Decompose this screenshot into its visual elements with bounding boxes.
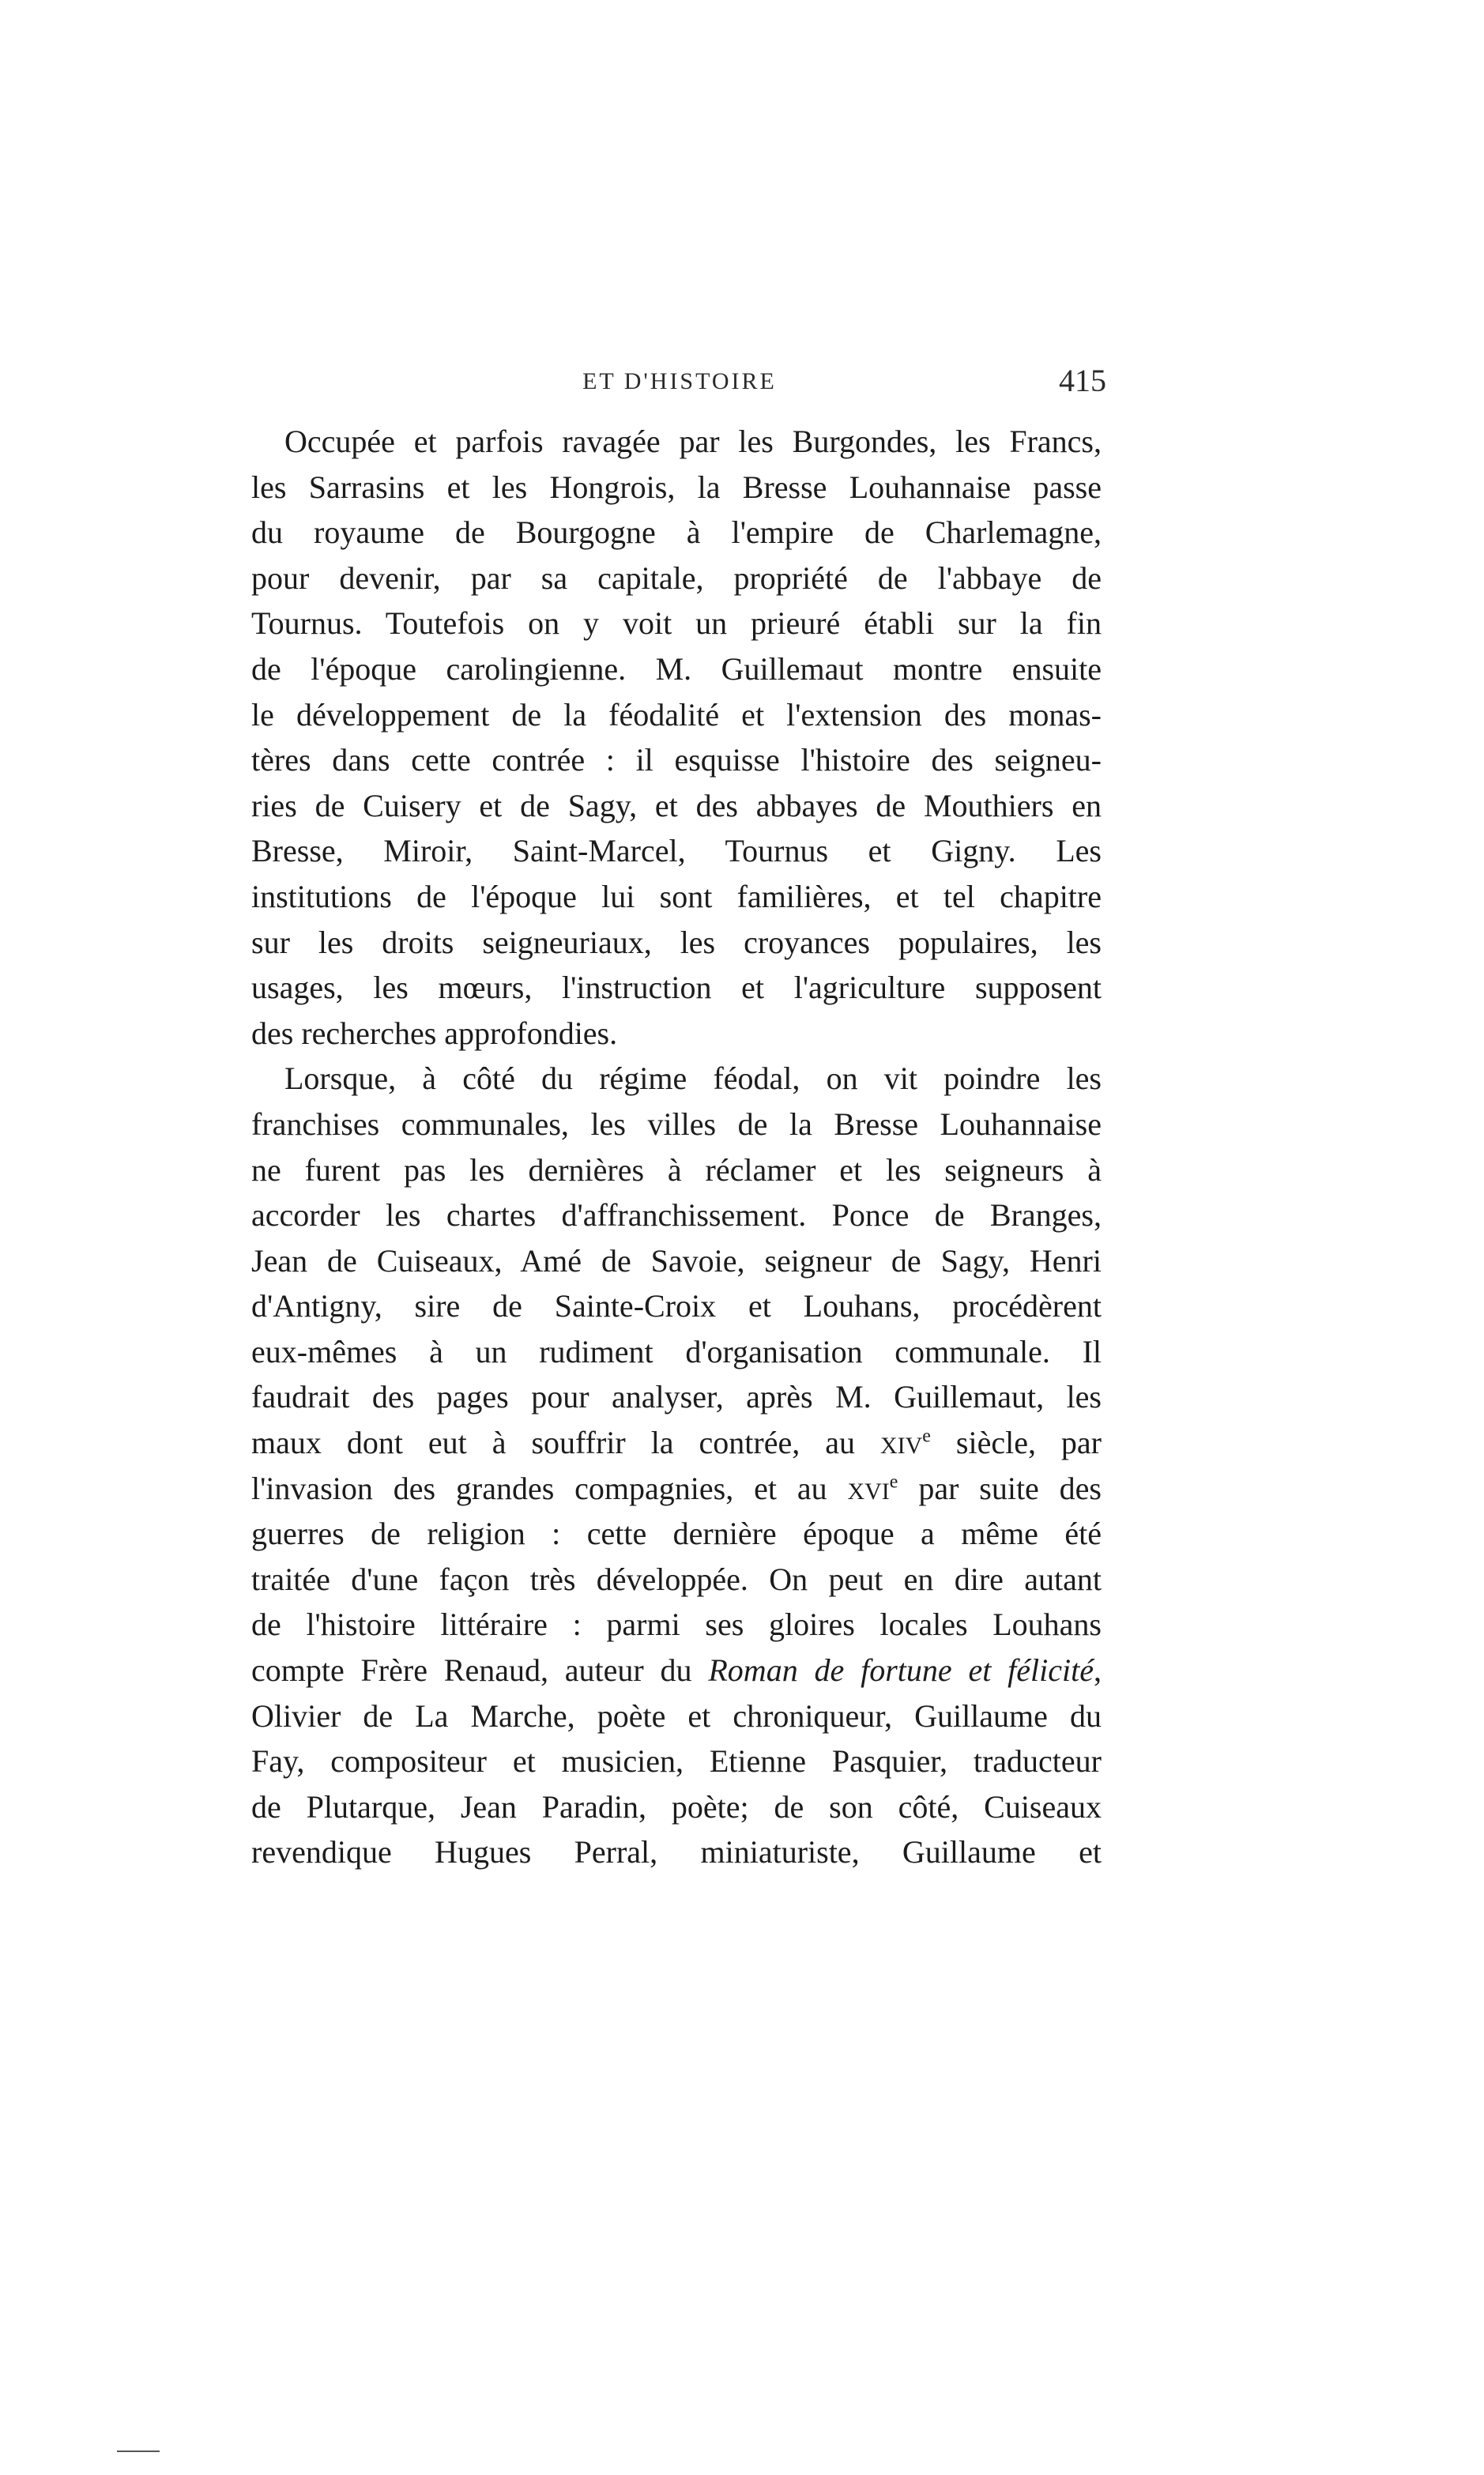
century-numeral: XVI bbox=[847, 1478, 890, 1505]
running-head bbox=[253, 362, 1106, 409]
text-line: tères dans cette contrée : il esquisse l'histoire des seigneu- bbox=[251, 742, 1102, 778]
text-segment: par suite des bbox=[898, 1470, 1102, 1506]
text-line: revendique Hugues Perral, miniaturiste, Guillaume et bbox=[251, 1834, 1102, 1870]
text-line: du royaume de Bourgogne à l'empire de Charlemagne, bbox=[251, 514, 1102, 551]
book-title: Roman de fortune et félicité bbox=[708, 1652, 1094, 1689]
ordinal-superscript: e bbox=[889, 1471, 898, 1493]
text-line: le développement de la féodalité et l'extension des monas- bbox=[251, 696, 1102, 733]
text-line: guerres de religion : cette dernière époque a même été bbox=[251, 1516, 1102, 1552]
text-line: d'Antigny, sire de Sainte-Croix et Louhans, procédèrent bbox=[251, 1288, 1102, 1324]
text-segment: , bbox=[1093, 1652, 1102, 1689]
text-line bbox=[251, 1466, 1102, 1512]
ordinal-superscript: e bbox=[922, 1426, 931, 1447]
text-line: pour devenir, par sa capitale, propriété de l'abbaye de bbox=[251, 559, 1102, 596]
text-line: les Sarrasins et les Hongrois, la Bresse Louhannaise passe bbox=[251, 469, 1102, 505]
text-line bbox=[251, 1420, 1102, 1466]
text-line: de l'histoire littéraire : parmi ses gloires locales Louhans bbox=[251, 1607, 1102, 1643]
page-number: 415 bbox=[1059, 363, 1106, 398]
text-line: ries de Cuisery et de Sagy, et des abbayes de Mouthiers en bbox=[251, 787, 1102, 823]
text-line: ne furent pas les dernières à réclamer et les seigneurs à bbox=[251, 1151, 1102, 1188]
text-line: Occupée et parfois ravagée par les Burgondes, les Francs, bbox=[284, 424, 1102, 459]
text-segment: siècle, par bbox=[930, 1425, 1102, 1461]
text-line: Fay, compositeur et musicien, Etienne Pasquier, traducteur bbox=[251, 1743, 1102, 1780]
text-line: franchises communales, les villes de la Bresse Louhannaise bbox=[251, 1106, 1102, 1142]
text-line: accorder les chartes d'affranchissement. Ponce de Branges, bbox=[251, 1197, 1102, 1234]
text-line: institutions de l'époque lui sont familières, et tel chapitre bbox=[251, 878, 1102, 914]
text-line: des recherches approfondies. bbox=[251, 1015, 618, 1051]
corner-rule bbox=[117, 2451, 160, 2452]
text-segment: compte Frère Renaud, auteur du bbox=[251, 1652, 709, 1689]
text-line: de Plutarque, Jean Paradin, poète; de son côté, Cuiseaux bbox=[251, 1788, 1102, 1825]
text-line: Bresse, Miroir, Saint-Marcel, Tournus et Gigny. Les bbox=[251, 833, 1102, 869]
text-line: eux-mêmes à un rudiment d'organisation communale. Il bbox=[251, 1333, 1102, 1369]
text-segment: l'invasion des grandes compagnies, et au bbox=[251, 1470, 848, 1506]
text-line: usages, les mœurs, l'instruction et l'agriculture supposent bbox=[251, 970, 1102, 1006]
body-text bbox=[251, 419, 1102, 1875]
text-line: Tournus. Toutefois on y voit un prieuré établi sur la fin bbox=[251, 605, 1102, 642]
text-line: faudrait des pages pour analyser, après M. Guillemaut, les bbox=[251, 1379, 1102, 1415]
text-line: Lorsque, à côté du régime féodal, on vit poindre les bbox=[284, 1060, 1102, 1097]
text-line: traitée d'une façon très développée. On peut en dire autant bbox=[251, 1561, 1102, 1597]
text-line: de l'époque carolingienne. M. Guillemaut montre ensuite bbox=[251, 650, 1102, 687]
text-line: Olivier de La Marche, poète et chroniqueur, Guillaume du bbox=[251, 1697, 1102, 1734]
century-numeral: XIV bbox=[879, 1433, 923, 1460]
text-line: sur les droits seigneuriaux, les croyances populaires, les bbox=[251, 924, 1102, 960]
text-line: Jean de Cuiseaux, Amé de Savoie, seigneur de Sagy, Henri bbox=[251, 1242, 1102, 1279]
running-title: ET D'HISTOIRE bbox=[582, 368, 777, 394]
text-line bbox=[251, 1648, 1102, 1693]
text-segment: maux dont eut à souffrir la contrée, au bbox=[251, 1425, 880, 1461]
